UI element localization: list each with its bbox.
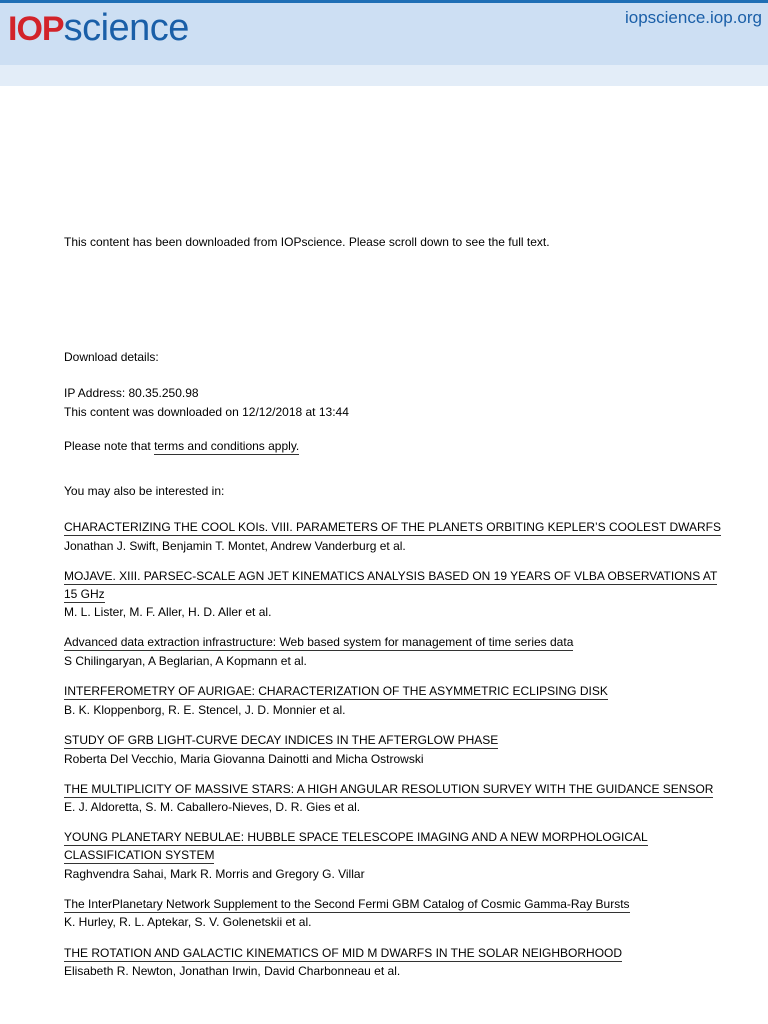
download-details-heading: Download details: [64,350,159,364]
related-article-title [64,828,724,864]
related-article-title [64,895,724,913]
logo-science-text: science [63,7,189,49]
related-article-authors: E. J. Aldoretta, S. M. Caballero-Nieves, D. R. Gies et al. [64,800,361,814]
iopscience-logo[interactable] [8,7,189,50]
related-article-authors: K. Hurley, R. L. Aptekar, S. V. Golenetskii et al. [64,915,312,929]
related-article-authors: B. K. Kloppenborg, R. E. Stencel, J. D. Monnier et al. [64,703,346,717]
related-article-link[interactable]: INTERFEROMETRY OF AURIGAE: CHARACTERIZATION OF THE ASYMMETRIC ECLIPSING DISK [64,684,608,698]
related-article-link[interactable]: MOJAVE. XIII. PARSEC-SCALE AGN JET KINEMATICS ANALYSIS BASED ON 19 YEARS OF VLBA OBSERVATIONS AT 15 GHz [64,569,718,601]
related-article-title [64,567,724,603]
related-heading: You may also be interested in: [64,484,225,498]
header-subbar [0,65,768,86]
related-article-title [64,731,724,749]
related-article-title [64,633,724,651]
download-notice: This content has been downloaded from IOPscience. Please scroll down to see the full text. [64,235,550,249]
related-article-link[interactable]: STUDY OF GRB LIGHT-CURVE DECAY INDICES IN THE AFTERGLOW PHASE [64,733,499,747]
related-article-link[interactable]: Advanced data extraction infrastructure: Web based system for management of time series data [64,635,574,649]
related-article-authors: Jonathan J. Swift, Benjamin T. Montet, Andrew Vanderburg et al. [64,539,406,553]
download-date: This content was downloaded on 12/12/2018 at 13:44 [64,405,349,419]
related-article-title [64,518,724,536]
related-article-title [64,780,724,798]
related-article-link[interactable]: The InterPlanetary Network Supplement to the Second Fermi GBM Catalog of Cosmic Gamma-Ray Bursts [64,897,630,911]
header-banner [0,3,768,65]
related-article-authors: Raghvendra Sahai, Mark R. Morris and Gregory G. Villar [64,867,365,881]
related-article-authors: Roberta Del Vecchio, Maria Giovanna Dainotti and Micha Ostrowski [64,752,424,766]
related-article-link[interactable]: THE MULTIPLICITY OF MASSIVE STARS: A HIGH ANGULAR RESOLUTION SURVEY WITH THE GUIDANCE SENSOR [64,782,714,796]
related-article-link[interactable]: CHARACTERIZING THE COOL KOIs. VIII. PARAMETERS OF THE PLANETS ORBITING KEPLER’S COOLEST DWARFS [64,520,721,534]
terms-prefix: Please note that [64,439,151,453]
ip-address: IP Address: 80.35.250.98 [64,386,199,400]
related-article-title [64,682,724,700]
site-link[interactable]: iopscience.iop.org [624,8,762,27]
related-article-authors: Elisabeth R. Newton, Jonathan Irwin, David Charbonneau et al. [64,964,401,978]
terms-link[interactable]: terms and conditions apply. [154,439,300,453]
related-article-title [64,944,724,962]
related-article-authors: S Chilingaryan, A Beglarian, A Kopmann et al. [64,654,307,668]
related-article-link[interactable]: YOUNG PLANETARY NEBULAE: HUBBLE SPACE TELESCOPE IMAGING AND A NEW MORPHOLOGICAL CLASSIFICATION SYSTEM [64,830,648,862]
related-article-authors: M. L. Lister, M. F. Aller, H. D. Aller et al. [64,605,272,619]
logo-iop-text: IOP [8,10,64,48]
terms-line [64,438,299,454]
related-article-link[interactable]: THE ROTATION AND GALACTIC KINEMATICS OF MID M DWARFS IN THE SOLAR NEIGHBORHOOD [64,946,623,960]
